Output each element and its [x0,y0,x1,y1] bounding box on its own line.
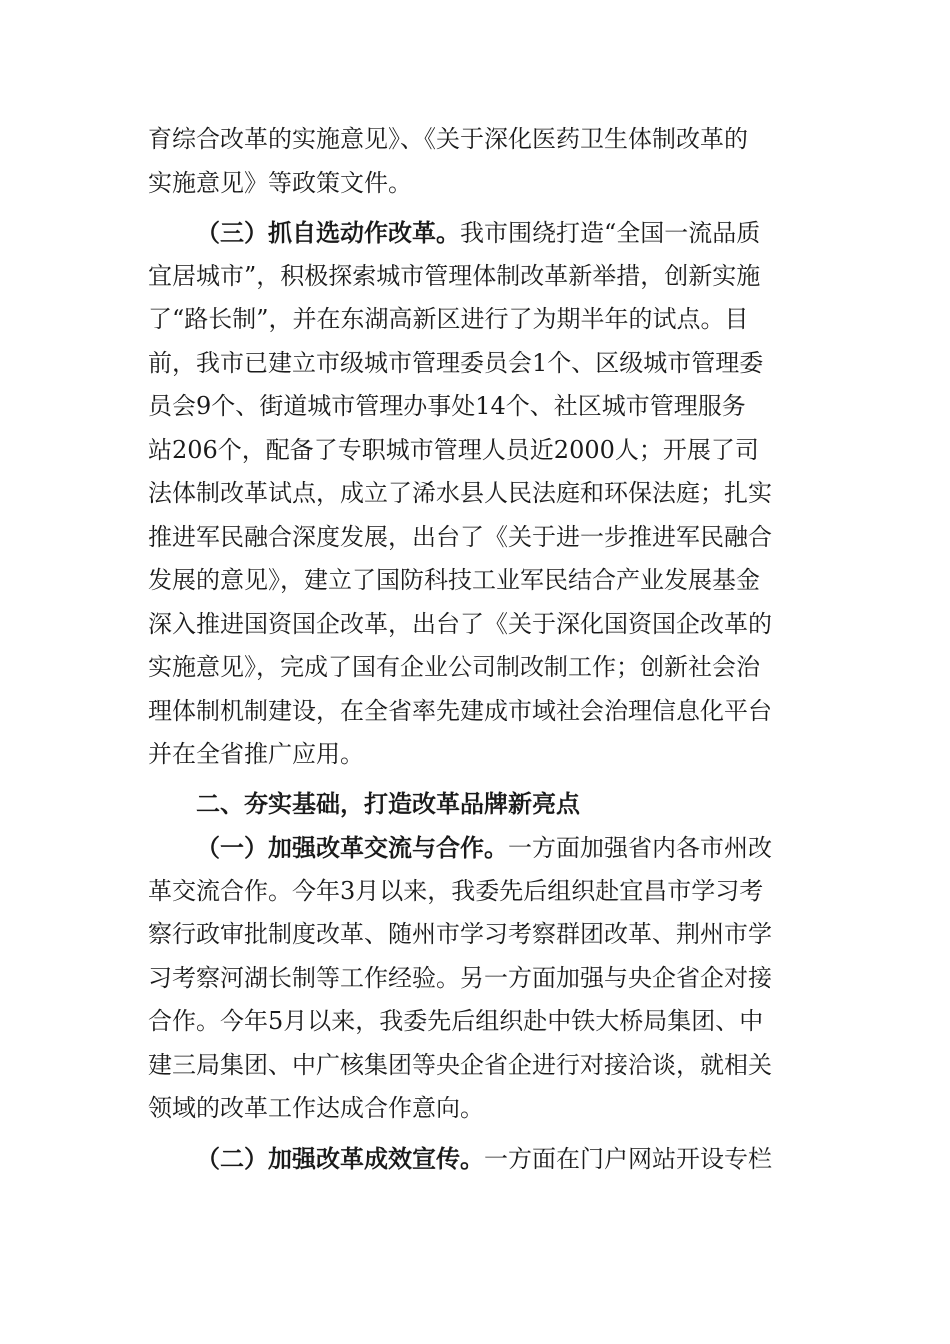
paragraph-first-line [148,826,808,870]
body-line: 实施意见》，完成了国有企业公司制改制工作；创新社会治 [148,653,760,681]
paragraph-first-line [148,1137,808,1181]
body-text: 一方面在门户网站开设专栏 [484,1144,772,1173]
body-line: 法体制改革试点，成立了浠水县人民法庭和环保法庭；扎实 [148,479,772,507]
body-line: 了“路长制”，并在东湖高新区进行了为期半年的试点。目 [148,305,749,333]
paragraph-first-line [148,211,808,255]
body-line: 习考察河湖长制等工作经验。另一方面加强与央企省企对接 [148,963,772,992]
section-heading: 二、夯实基础，打造改革品牌新亮点 [196,789,580,818]
body-line: 并在全省推广应用。 [148,740,364,768]
body-line: 革交流合作。今年3月以来，我委先后组织赴宜昌市学习考 [148,876,764,905]
body-line: 前，我市已建立市级城市管理委员会1个、区级城市管理委 [148,348,764,377]
run-in-heading: （二）加强改革成效宣传。 [196,1143,484,1173]
body-line: 察行政审批制度改革、随州市学习考察群团改革、荆州市学 [148,920,772,948]
body-line: 站206个，配备了专职城市管理人员近2000人；开展了司 [148,435,759,464]
document-body [148,118,808,1180]
body-text: 我市围绕打造“全国一流品质 [460,219,761,247]
body-line: 深入推进国资国企改革，出台了《关于深化国资国企改革的 [148,609,772,638]
body-line: 推进军民融合深度发展，出台了《关于进一步推进军民融合 [148,522,772,551]
body-line: 领域的改革工作达成合作意向。 [148,1094,484,1122]
body-line: 实施意见》等政策文件。 [148,168,412,197]
body-line: 宜居城市”，积极探索城市管理体制改革新举措，创新实施 [148,261,761,290]
body-text: 一方面加强省内各市州改 [508,834,772,862]
run-in-heading: （一）加强改革交流与合作。 [196,833,508,862]
body-line: 理体制机制建设，在全省率先建成市域社会治理信息化平台 [148,696,772,725]
body-line: 员会9个、街道城市管理办事处14个、社区城市管理服务 [148,392,746,420]
body-line: 育综合改革的实施意见》、《关于深化医药卫生体制改革的 [148,125,748,153]
body-line: 建三局集团、中广核集团等央企省企进行对接洽谈，就相关 [148,1050,772,1079]
body-line: 合作。今年5月以来，我委先后组织赴中铁大桥局集团、中 [148,1007,764,1035]
run-in-heading: （三）抓自选动作改革。 [196,218,460,247]
body-line: 发展的意见》，建立了国防科技工业军民结合产业发展基金 [148,566,760,594]
